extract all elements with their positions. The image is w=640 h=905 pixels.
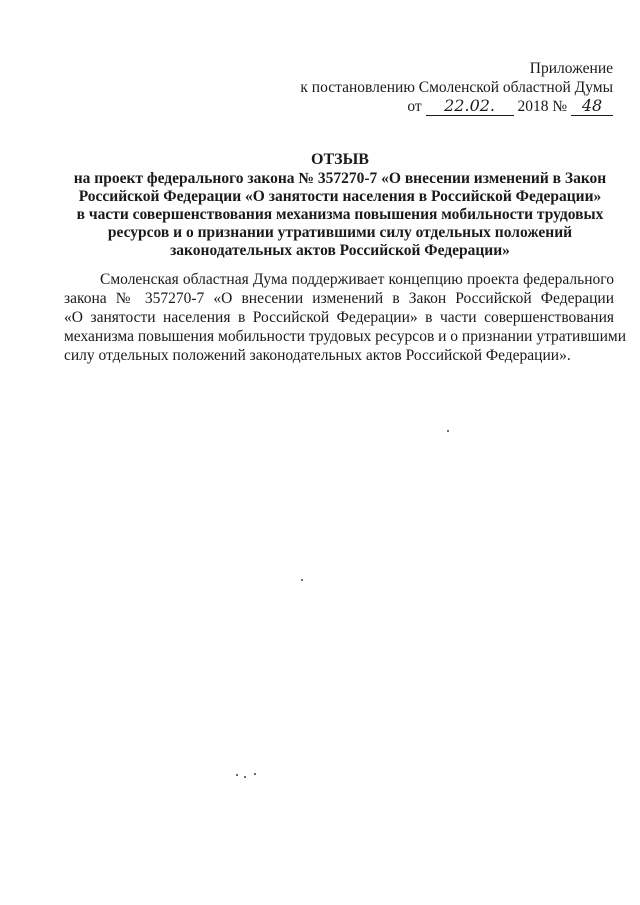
title-line: на проект федерального закона № 357270-7 «О внесении изменений в Закон	[73, 170, 607, 187]
title-line: Российской Федерации «О занятости населения в Российской Федерации»	[78, 188, 602, 205]
header-attachment-label: Приложение	[529, 60, 613, 77]
scan-speck	[254, 773, 256, 775]
attachment-header	[193, 59, 613, 116]
body-line: «О занятости населения в Российской Федерации» в части совершенствования	[64, 309, 614, 326]
scan-speck	[244, 776, 246, 778]
scan-speck	[301, 579, 303, 581]
body-line: закона № 357270-7 «О внесении изменений в Закон Российской Федерации	[64, 290, 614, 307]
year-and-number-label: 2018 №	[517, 98, 568, 115]
body-line: Смоленская областная Дума поддерживает концепцию проекта федерального	[100, 271, 614, 288]
title-line: в части совершенствования механизма повышения мобильности трудовых	[76, 206, 604, 223]
date-field	[426, 98, 514, 116]
title-line: законодательных актов Российской Федерации»	[170, 242, 510, 259]
title-line: ресурсов и о признании утратившими силу отдельных положений	[107, 224, 573, 241]
scan-speck	[447, 430, 449, 432]
handwritten-number: 48	[581, 96, 603, 115]
number-field	[571, 98, 613, 116]
scan-speck	[236, 774, 238, 776]
body-paragraph	[64, 270, 626, 365]
header-date-line	[193, 97, 613, 116]
document-title: ОТЗЫВ	[311, 151, 369, 168]
body-line: механизма повышения мобильности трудовых ресурсов и о признании утратившими	[64, 328, 626, 345]
document-title-block	[60, 151, 620, 260]
header-resolution-reference: к постановлению Смоленской областной Думы	[300, 79, 613, 96]
date-prefix: от	[407, 98, 422, 115]
body-line: силу отдельных положений законодательных актов Российской Федерации».	[64, 347, 571, 364]
handwritten-date: 22.02.	[444, 96, 496, 115]
